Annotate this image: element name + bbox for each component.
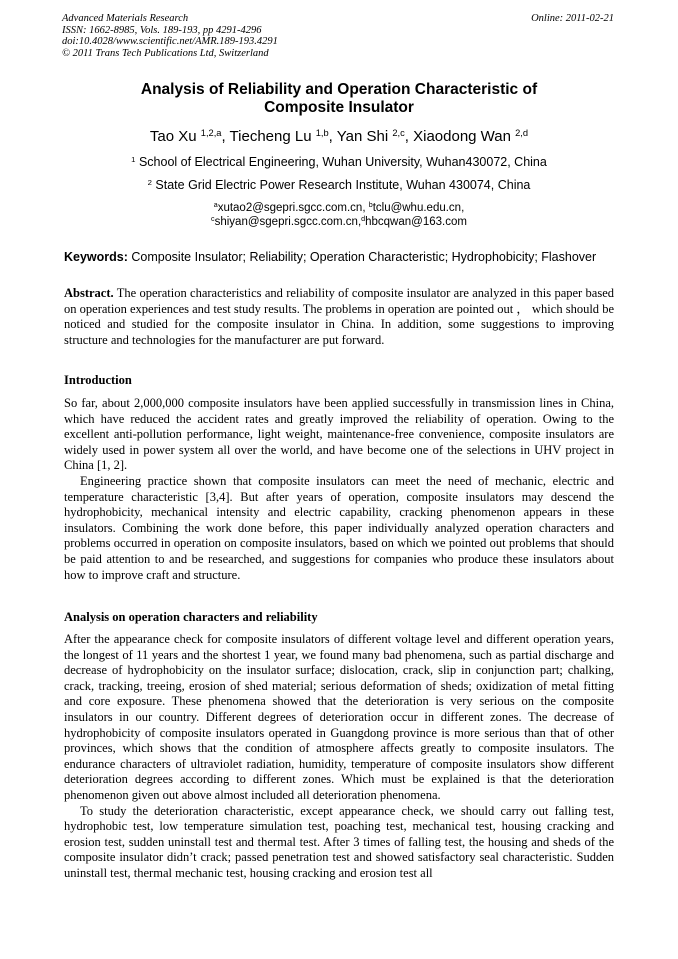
- author-separator: ,: [221, 128, 230, 145]
- email-link[interactable]: hbcqwan@163.com: [365, 215, 467, 228]
- author-name: Yan Shi: [336, 128, 389, 145]
- affiliation-2: [64, 178, 614, 193]
- email-link[interactable]: shiyan@sgepri.sgcc.com.cn,: [214, 215, 362, 228]
- abstract-label: Abstract.: [64, 286, 114, 300]
- email-mark: a: [213, 201, 218, 210]
- author-name: Tiecheng Lu: [229, 128, 312, 145]
- journal-name: Advanced Materials Research: [62, 13, 189, 24]
- affiliation-1: [64, 155, 614, 170]
- paragraph: After the appearance check for composite insulators of different voltage level and different operation years, the longest of 11 years and the shortest 1 year, we found many bad phenomena, such as partial discharge and decrease of hydrophobicity on the insulator surface; dislocation, crack, slip in conjunction part; chalking, crack, tracking, treeing, erosion of shed material; serious deformation of sheds; oxidization of metal fitting and core exposure. These phenomena showed that the deterioration is very serious on the composite insulators in our country. Different degrees of deterioration occur in different zones. The decrease of hydrophobicity of composite insulators operated in Guangdong province is more serious than that of other provinces, which shows that the condition of atmosphere affects greatly to composite insulators. The endurance characters of ultraviolet radiation, humidity, temperature of composite insulators show different deterioration degrees according to different zones. Which must be explained is that the deterioration phenomenon given out above almost included all deterioration phenomena.: [64, 632, 614, 802]
- author-separator: ,: [404, 128, 414, 145]
- online-date: Online: 2011-02-21: [531, 13, 614, 24]
- title-line-1: Analysis of Reliability and Operation Characteristic of: [140, 81, 538, 98]
- paragraph: Engineering practice shown that composite insulators can meet the need of mechanic, electric and temperature characteristic [3,4]. But after years of operation, composite insulators may descend the hydrophobicity, mechanical intensity and electric capability, cracking phenomenon appears in these insulators. Combining the work done before, this paper individually analyzed operation characters and problems occurred in operation on composite insulators, based on which we pointed out problems that should be paid attention to and be researched, and suggestions for companies who produce these insulators about how to improve craft and structure.: [64, 473, 614, 582]
- keywords: [64, 250, 616, 265]
- abstract: [64, 286, 614, 348]
- journal-header: [62, 13, 278, 59]
- email-mark: d: [361, 214, 366, 223]
- issn-line: ISSN: 1662-8985, Vols. 189-193, pp 4291-4296: [62, 24, 262, 36]
- author-affiliation-mark: 2,c: [392, 127, 405, 138]
- title-line-2: Composite Insulator: [264, 99, 414, 116]
- keywords-label: Keywords:: [64, 250, 128, 264]
- abstract-paragraph: [64, 286, 614, 348]
- email-mark: b: [368, 201, 373, 210]
- email-line-1: [64, 202, 614, 216]
- affiliation-text: State Grid Electric Power Research Institute, Wuhan 430074, China: [155, 178, 531, 192]
- author-name: Xiaodong Wan: [413, 128, 511, 145]
- introduction-body: [64, 396, 614, 583]
- author-affiliation-mark: 1,2,a: [200, 127, 222, 138]
- email-line-2: [64, 216, 614, 230]
- affiliation-text: School of Electrical Engineering, Wuhan University, Wuhan430072, China: [138, 155, 547, 169]
- affiliation-mark: 1: [131, 154, 136, 164]
- author-list: [64, 128, 614, 146]
- author-affiliation-mark: 2,d: [515, 127, 529, 138]
- author-separator: ,: [328, 128, 337, 145]
- abstract-text: The operation characteristics and reliability of composite insulator are analyzed in this paper based on operation experiences and test study results. The problems in operation are pointed out ， which should be noticed and studied for the composite insulator in China. In addition, some suggestions to improving structure and technologies for the manufacturer are put forward.: [64, 286, 614, 347]
- affiliation-mark: 2: [147, 177, 152, 187]
- author-affiliation-mark: 1,b: [315, 127, 329, 138]
- paragraph: So far, about 2,000,000 composite insulators have been applied successfully in transmission lines in China, which have reduced the accident rates and greatly improved the reliability of operation. Owing to the excellent anti-pollution performance, light weight, maintenance-free convenience, composite insulators are widely used in power system all over the world, and have become one of the selections in UHV project in China [1, 2].: [64, 396, 614, 473]
- doi-line: doi:10.4028/www.scientific.net/AMR.189-193.4291: [62, 36, 278, 47]
- author-emails: [64, 202, 614, 229]
- keywords-text: Composite Insulator; Reliability; Operation Characteristic; Hydrophobicity; Flashover: [127, 250, 597, 264]
- analysis-body: [64, 632, 614, 882]
- email-link[interactable]: tclu@whu.edu.cn,: [372, 202, 465, 214]
- section-heading-analysis: Analysis on operation characters and reliability: [64, 610, 318, 624]
- section-heading-introduction: Introduction: [64, 373, 132, 387]
- paragraph: To study the deterioration characteristic, except appearance check, we should carry out falling test, hydrophobic test, low temperature simulation test, poaching test, mechanical test, housing cracking and erosion test, sudden uninstall test and thermal test. After 3 times of falling test, the housing and sheds of the composite insulator didn’t crack; passed penetration test and showed satisfactory seal characteristic. Sudden uninstall test, thermal mechanic test, housing cracking and erosion test all: [64, 803, 614, 880]
- copyright-line: © 2011 Trans Tech Publications Ltd, Switzerland: [62, 47, 269, 59]
- email-link[interactable]: xutao2@sgepri.sgcc.com.cn,: [217, 202, 369, 214]
- author-name: Tao Xu: [149, 128, 197, 145]
- email-mark: c: [211, 214, 215, 223]
- paper-title: [64, 81, 614, 117]
